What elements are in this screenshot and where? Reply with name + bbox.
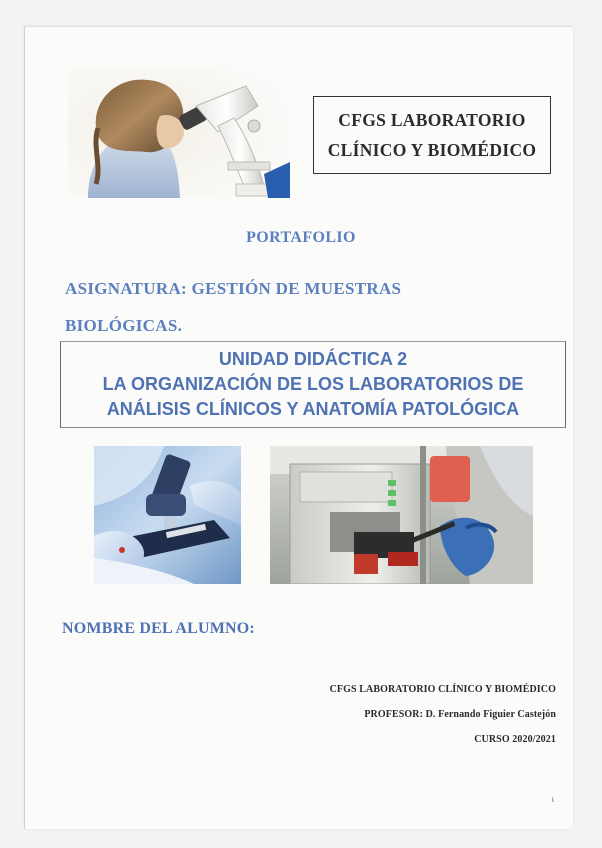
footer-professor: PROFESOR: D. Fernando Figuier Castejón (364, 709, 556, 720)
unidad-line3: ANÁLISIS CLÍNICOS Y ANATOMÍA PATOLÓGICA (106, 399, 520, 419)
program-title-box (313, 96, 551, 174)
microscope-illustration (68, 66, 290, 198)
microscope-icon (68, 66, 290, 198)
unidad-didactica-box (60, 341, 566, 428)
page-mark: ι (551, 794, 554, 804)
microscope-photo (94, 446, 241, 584)
unidad-line1: UNIDAD DIDÁCTICA 2 (218, 349, 408, 369)
asignatura-line1: ASIGNATURA: GESTIÓN DE MUESTRAS (65, 279, 402, 298)
student-name-label: NOMBRE DEL ALUMNO: (62, 620, 255, 637)
asignatura-line2: BIOLÓGICAS. (65, 316, 183, 335)
unidad-line2: LA ORGANIZACIÓN DE LOS LABORATORIOS DE (102, 374, 524, 394)
microtome-photo (270, 446, 533, 584)
program-title-line2: CLÍNICO Y BIOMÉDICO (327, 140, 537, 160)
footer-course: CURSO 2020/2021 (474, 734, 556, 745)
footer-program: CFGS LABORATORIO CLÍNICO Y BIOMÉDICO (329, 684, 556, 695)
microscope-photo-icon (94, 446, 241, 584)
program-title-line1: CFGS LABORATORIO (338, 110, 526, 130)
portafolio-heading: PORTAFOLIO (246, 229, 356, 246)
microtome-photo-icon (270, 446, 533, 584)
asignatura-heading (65, 270, 525, 344)
